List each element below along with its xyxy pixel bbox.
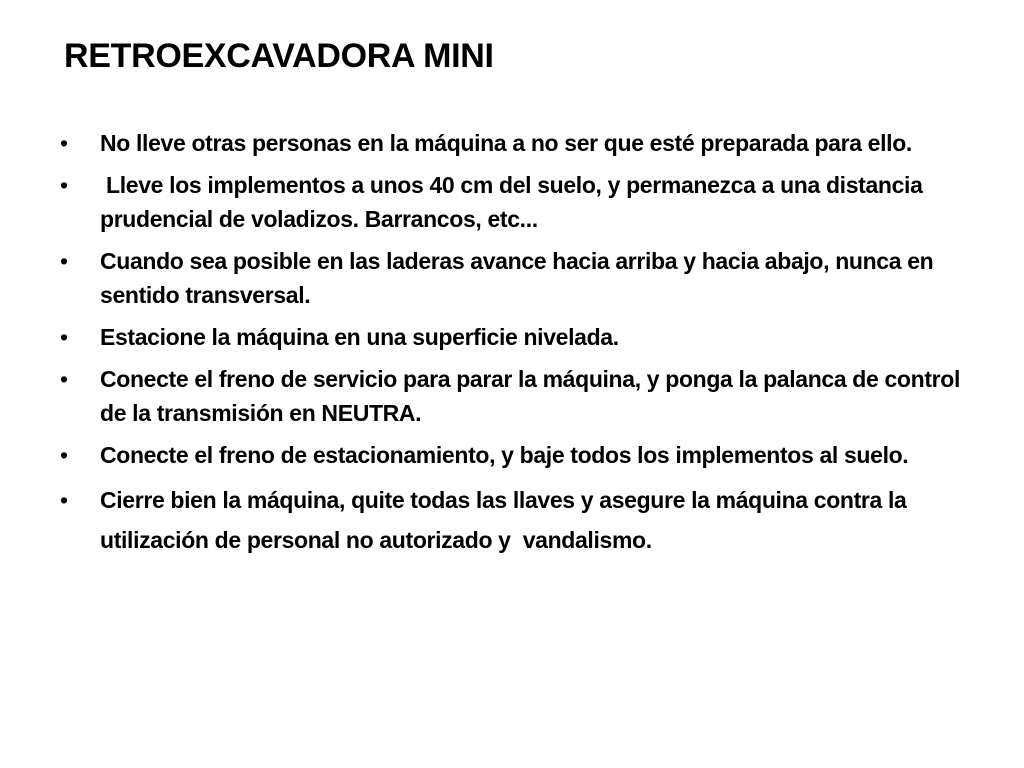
list-item [60,126,965,160]
bullet-text: Lleve los implementos a unos 40 cm del suelo, y permanezca a una distancia prudencial de voladizos. Barrancos, etc... [100,172,929,232]
list-item [60,480,965,560]
list-item [60,244,965,312]
bullet-text: Cuando sea posible en las laderas avance hacia arriba y hacia abajo, nunca en sentido transversal. [100,248,934,308]
bullet-text: Cierre bien la máquina, quite todas las llaves y asegure la máquina contra la utilización de personal no autorizado y vandalismo. [100,487,913,553]
list-item [60,362,965,430]
bullet-list [60,126,965,568]
slide-title: RETROEXCAVADORA MINI [64,37,494,75]
bullet-icon: • [60,487,68,513]
bullet-icon: • [60,324,68,350]
bullet-text: No lleve otras personas en la máquina a no ser que esté preparada para ello. [100,130,912,156]
bullet-icon: • [60,248,68,274]
bullet-icon: • [60,366,68,392]
list-item [60,168,965,236]
bullet-text: Estacione la máquina en una superficie nivelada. [100,324,619,350]
bullet-icon: • [60,130,68,156]
bullet-text: Conecte el freno de estacionamiento, y baje todos los implementos al suelo. [100,442,909,468]
list-item [60,438,965,472]
bullet-text: Conecte el freno de servicio para parar la máquina, y ponga la palanca de control de la transmisión en NEUTRA. [100,366,960,426]
list-item [60,320,965,354]
bullet-icon: • [60,442,68,468]
bullet-icon: • [60,172,68,198]
